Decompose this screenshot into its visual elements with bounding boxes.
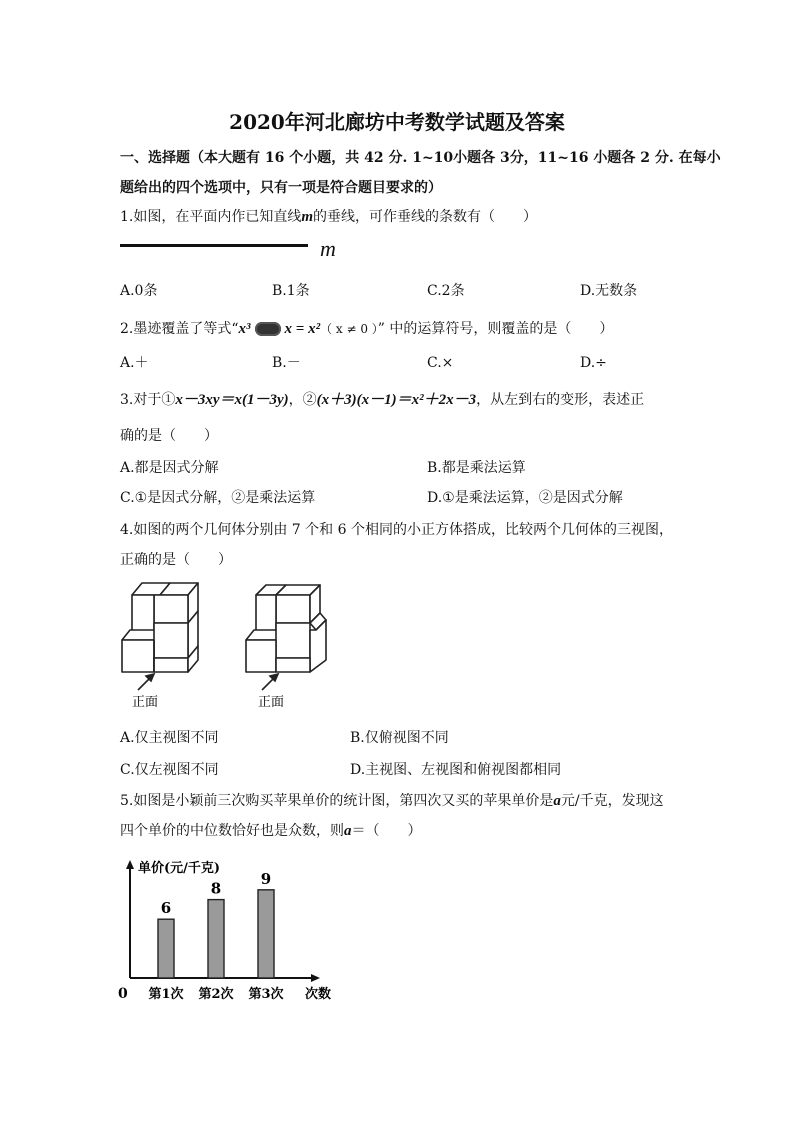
page-title: 2020年河北廊坊中考数学试题及答案 <box>229 110 565 134</box>
figure-right-6-cubes <box>246 585 326 672</box>
bar-value-label: 8 <box>210 879 222 898</box>
y-axis-arrow <box>126 860 134 869</box>
q1-option-d: D.无数条 <box>580 283 638 299</box>
front-arrows <box>138 674 278 690</box>
front-label-right: 正面 <box>258 695 285 710</box>
q2-stem: 2.墨迹覆盖了等式“x³ x = x²（ x ≠ 0 ）” 中的运算符号，则覆盖的是（ ） <box>120 321 614 337</box>
q4-stem-line1: 4.如图的两个几何体分别由 7 个和 6 个相同的小正方体搭成，比较两个几何体的三视图， <box>120 522 673 538</box>
q4-option-a: A.仅主视图不同 <box>120 730 219 746</box>
q1-stem: 1.如图，在平面内作已知直线m的垂线，可作垂线的条数有（ ） <box>120 209 538 225</box>
front-label-left: 正面 <box>132 695 159 710</box>
q4-option-c: C.仅左视图不同 <box>120 762 219 778</box>
q3-option-c: C.①是因式分解，②是乘法运算 <box>120 490 316 506</box>
q1-option-c: C.2条 <box>427 283 465 299</box>
section-heading-line1: 一、选择题（本大题有 16 个小题，共 42 分. 1~10小题各 3分，11~16 小题各 2 分. 在每小 <box>120 150 721 166</box>
figure-left-7-cubes <box>122 583 198 672</box>
cube-figures <box>116 580 336 712</box>
category-label: 第3次 <box>248 987 284 1002</box>
q4-stem-line2: 正确的是（ ） <box>120 552 232 568</box>
q4-option-b: B.仅俯视图不同 <box>350 730 449 746</box>
line-m-figure <box>120 244 308 247</box>
section-heading-line2: 题给出的四个选项中，只有一项是符合题目要求的） <box>120 180 442 196</box>
q3-stem: 3.对于①x－3xy＝x(1－3y)，②(x＋3)(x－1)＝x²＋2x－3，从左到右的变形，表述正 <box>120 392 645 408</box>
x-axis-arrow <box>311 974 320 982</box>
category-label: 第1次 <box>148 987 184 1002</box>
q3-stem-line2: 确的是（ ） <box>120 428 218 444</box>
q1-option-b: B.1条 <box>272 283 310 299</box>
bar-value-label: 6 <box>160 899 172 918</box>
q3-option-b: B.都是乘法运算 <box>427 460 526 476</box>
q1-option-a: A.0条 <box>120 283 158 299</box>
q4-option-d: D.主视图、左视图和俯视图都相同 <box>350 762 562 778</box>
q1-var: m <box>301 209 314 225</box>
y-axis-label: 单价(元/千克) <box>138 861 221 876</box>
q3-option-d: D.①是乘法运算，②是因式分解 <box>427 490 623 506</box>
q2-option-c: C.× <box>427 355 454 371</box>
bar-value-label: 9 <box>260 869 272 888</box>
category-label: 第2次 <box>198 987 234 1002</box>
q2-option-a: A.＋ <box>120 355 149 371</box>
line-m-label: m <box>320 236 336 261</box>
q5-stem-line1: 5.如图是小颖前三次购买苹果单价的统计图，第四次又买的苹果单价是a元/千克，发现这 <box>120 793 664 809</box>
unit-price-bar-chart <box>110 850 350 1010</box>
ink-blot-icon <box>255 322 281 336</box>
origin-label: 0 <box>118 986 128 1002</box>
q5-stem-line2: 四个单价的中位数恰好也是众数，则a＝（ ） <box>120 823 422 839</box>
bar <box>208 900 224 978</box>
q3-option-a: A.都是因式分解 <box>120 460 219 476</box>
q2-option-d: D.÷ <box>580 355 607 371</box>
bar <box>158 919 174 978</box>
q2-option-b: B.－ <box>272 355 301 371</box>
bar <box>258 890 274 978</box>
x-axis-label: 次数 <box>305 987 332 1002</box>
